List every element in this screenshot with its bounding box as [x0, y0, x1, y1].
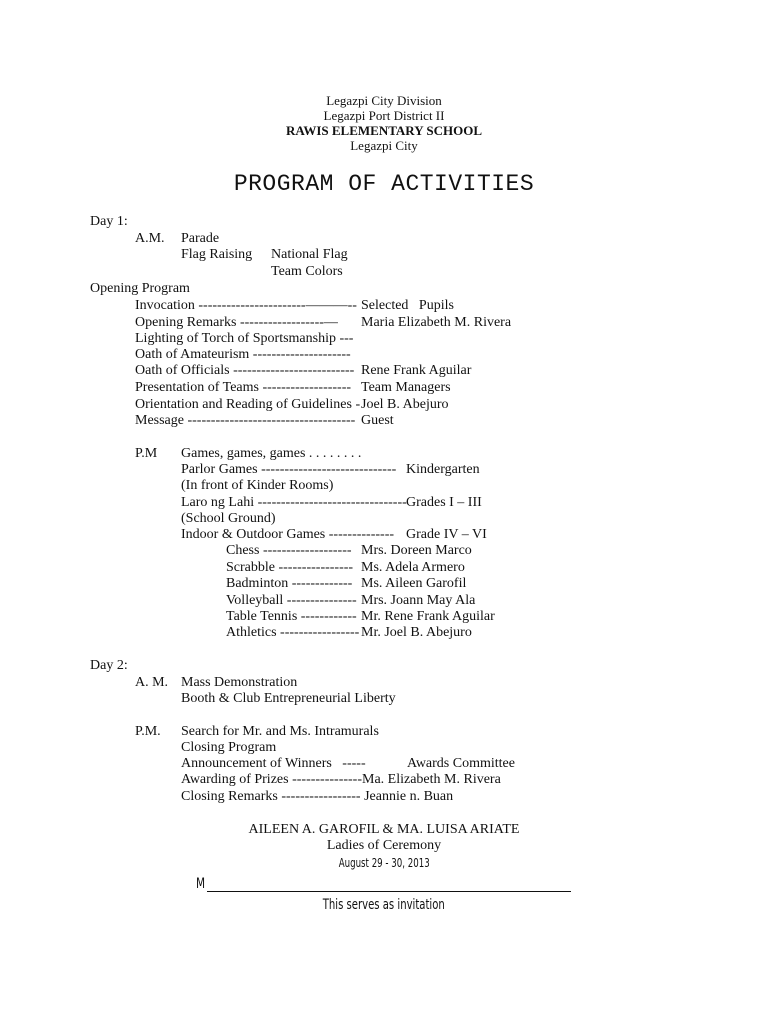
invitation-text: This serves as invitation	[322, 897, 446, 913]
closing-remarks-text: Closing Remarks ----------------- Jeannie n. Buan	[181, 789, 454, 804]
name-line	[207, 890, 571, 892]
program-item-value: Selected Pupils	[361, 298, 454, 313]
sport-name: Volleyball ---------------	[226, 593, 357, 608]
team-colors-text: Team Colors	[271, 264, 343, 279]
awarding-text: Awarding of Prizes ---------------Ma. Elizabeth M. Rivera	[181, 772, 501, 787]
program-item-name: Orientation and Reading of Guidelines -	[135, 397, 361, 412]
program-item-value: Joel B. Abejuro	[361, 397, 449, 412]
date-text: August 29 - 30, 2013	[338, 856, 430, 870]
city-text: Legazpi City	[350, 138, 418, 153]
parade-text: Parade	[181, 231, 220, 246]
program-item-name: Message ------------------------------------	[135, 413, 356, 428]
sport-official: Mrs. Doreen Marco	[361, 543, 472, 558]
program-item-name: Oath of Amateurism ---------------------	[135, 347, 351, 362]
program-item-value: Team Managers	[361, 380, 451, 395]
day2-am-label: A. M.	[135, 675, 169, 690]
program-item-name: Opening Remarks ------------------—	[135, 315, 338, 330]
program-item-value: Rene Frank Aguilar	[361, 363, 472, 378]
booth-club-text: Booth & Club Entrepreneurial Liberty	[181, 691, 396, 706]
closing-program-text: Closing Program	[181, 740, 277, 755]
search-text: Search for Mr. and Ms. Intramurals	[181, 724, 379, 739]
page-title: PROGRAM OF ACTIVITIES	[233, 171, 535, 197]
indoor-games-text: Indoor & Outdoor Games --------------	[181, 527, 395, 542]
invitation-wrap	[0, 896, 768, 914]
parlor-location: (In front of Kinder Rooms)	[181, 478, 334, 493]
emcees-text: AILEEN A. GAROFIL & MA. LUISA ARIATE	[248, 822, 520, 837]
program-item-value: Guest	[361, 413, 394, 428]
sport-name: Athletics -----------------	[226, 625, 360, 640]
national-flag-text: National Flag	[271, 247, 348, 262]
sport-name: Table Tennis ------------	[226, 609, 357, 624]
program-item-value: Maria Elizabeth M. Rivera	[361, 315, 512, 330]
sport-name: Badminton -------------	[226, 576, 353, 591]
mass-demo-text: Mass Demonstration	[181, 675, 298, 690]
school-name: RAWIS ELEMENTARY SCHOOL	[285, 123, 483, 138]
announcement-value: Awards Committee	[407, 756, 515, 771]
laro-text: Laro ng Lahi --------------------------------	[181, 495, 407, 510]
games-text: Games, games, games . . . . . . . .	[181, 446, 362, 461]
sport-name: Scrabble ----------------	[226, 560, 354, 575]
date-wrap	[0, 854, 768, 872]
sport-official: Ms. Aileen Garofil	[361, 576, 467, 591]
sport-official: Mrs. Joann May Ala	[361, 593, 476, 608]
parlor-games-value: Kindergarten	[406, 462, 480, 477]
program-item-name: Presentation of Teams -------------------	[135, 380, 352, 395]
laro-location: (School Ground)	[181, 511, 276, 526]
opening-program-label: Opening Program	[90, 281, 190, 296]
am-label: A.M.	[135, 231, 165, 246]
pm-label: P.M	[135, 446, 158, 461]
parlor-games-text: Parlor Games -----------------------------	[181, 462, 397, 477]
announcement-text: Announcement of Winners -----	[181, 756, 366, 771]
m-label: M	[196, 876, 206, 892]
laro-value: Grades I – III	[406, 495, 482, 510]
emcee-role-text: Ladies of Ceremony	[326, 838, 442, 853]
sport-name: Chess -------------------	[226, 543, 352, 558]
program-item-name: Oath of Officials --------------------------	[135, 363, 355, 378]
day1-label: Day 1:	[90, 214, 128, 229]
day2-label: Day 2:	[90, 658, 128, 673]
flag-raising-text: Flag Raising	[181, 247, 253, 262]
indoor-games-value: Grade IV – VI	[406, 527, 487, 542]
division-text: Legazpi City Division	[326, 93, 442, 108]
sport-official: Mr. Joel B. Abejuro	[361, 625, 472, 640]
program-item-name: Lighting of Torch of Sportsmanship ---	[135, 331, 354, 346]
program-item-name: Invocation -----------------------———--	[135, 298, 357, 313]
day2-pm-label: P.M.	[135, 724, 161, 739]
sport-official: Ms. Adela Armero	[361, 560, 465, 575]
district-text: Legazpi Port District II	[323, 108, 445, 123]
sport-official: Mr. Rene Frank Aguilar	[361, 609, 495, 624]
